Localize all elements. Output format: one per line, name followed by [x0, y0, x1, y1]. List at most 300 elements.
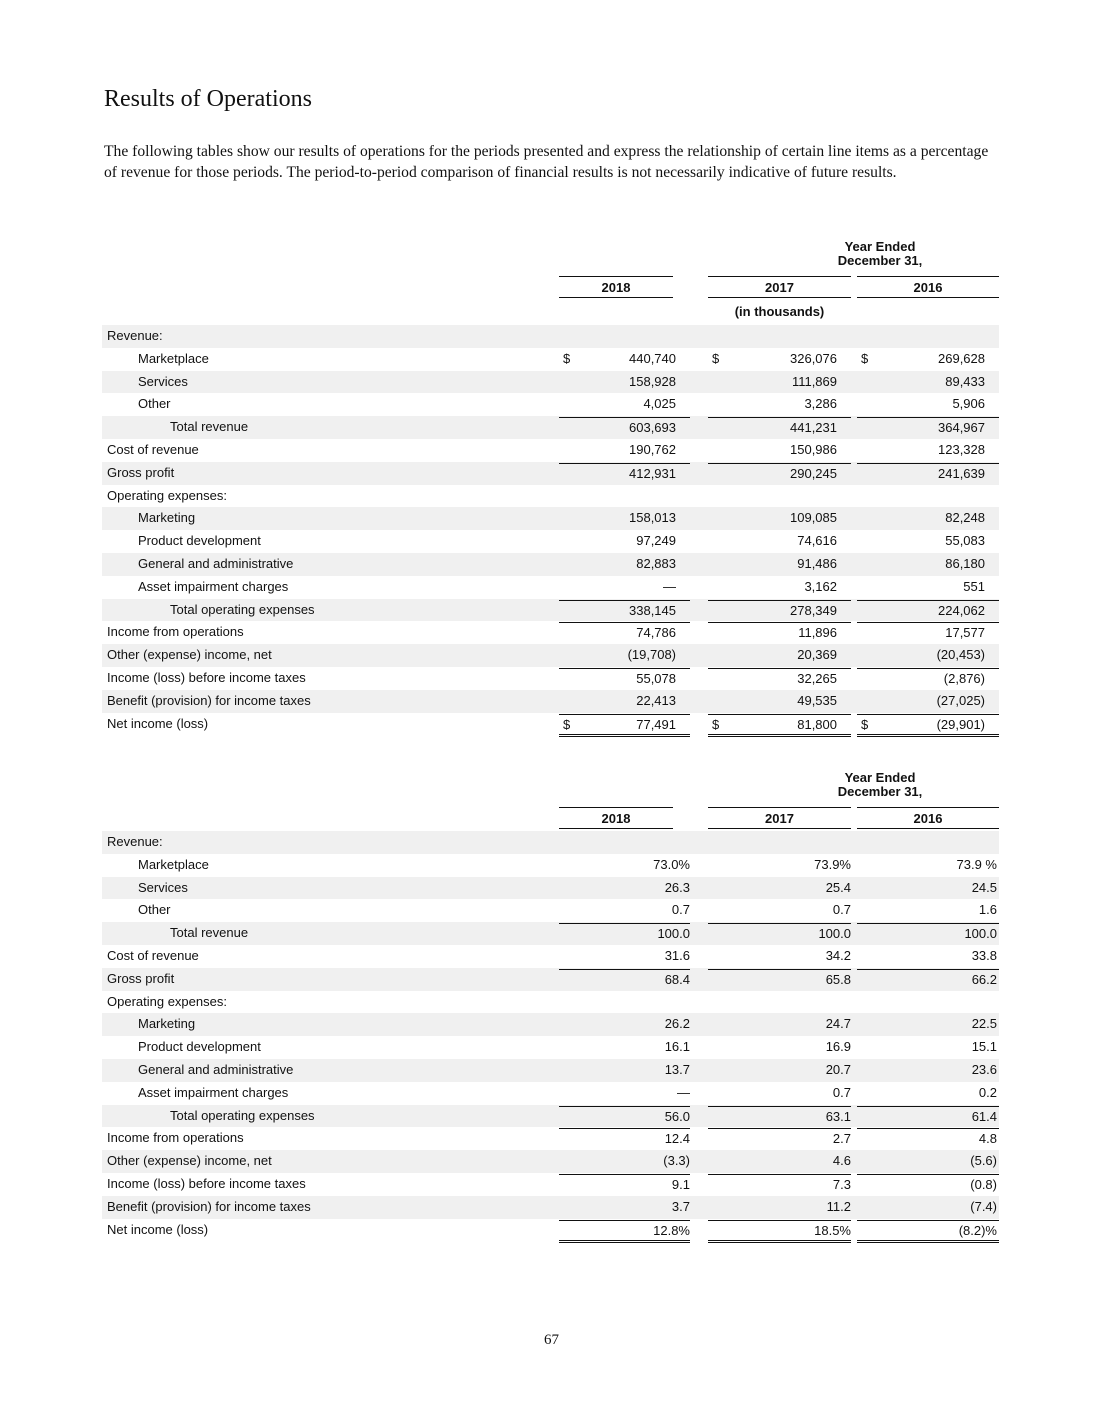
table-row — [102, 877, 999, 900]
value-cell — [559, 832, 690, 852]
cell-value: 190,762 — [629, 441, 676, 457]
value-cell — [559, 1083, 690, 1103]
row-label: Other — [138, 902, 171, 918]
value-cell — [708, 691, 851, 711]
row-label: Marketplace — [138, 350, 209, 366]
results-table-percent — [102, 771, 999, 1241]
period-title — [660, 240, 1100, 268]
value-cell — [559, 645, 690, 665]
cell-value: 22,413 — [636, 692, 676, 708]
cell-value: 100.0 — [657, 926, 690, 942]
table-row — [102, 371, 999, 394]
value-cell — [559, 1037, 690, 1057]
currency-symbol: $ — [563, 350, 571, 366]
cell-value: 2.7 — [832, 1131, 851, 1147]
cell-value: 3,286 — [804, 396, 837, 412]
value-cell — [708, 531, 851, 551]
value-cell — [559, 1128, 690, 1149]
value-cell — [857, 946, 999, 966]
cell-value: 25.4 — [825, 879, 851, 895]
value-cell — [857, 969, 999, 990]
row-label: Income (loss) before income taxes — [107, 1175, 306, 1191]
cell-value: 4.6 — [832, 1153, 851, 1169]
value-cell — [559, 923, 690, 944]
value-cell — [708, 668, 851, 689]
row-label: Marketing — [138, 1016, 196, 1032]
table-row — [102, 1219, 999, 1242]
period-title-line2: December 31, — [837, 253, 923, 268]
intro-paragraph: The following tables show our results of operations for the periods presented and express the relationship of certain line items as a percentage of revenue for those periods. The period-to-period comparison of financial results is not necessarily indicative of future results. — [104, 143, 989, 181]
value-cell — [857, 1060, 999, 1080]
value-cell — [708, 1128, 851, 1149]
value-cell — [857, 923, 999, 944]
cell-value: 15.1 — [971, 1039, 997, 1055]
value-cell — [559, 349, 690, 369]
table-row — [102, 553, 999, 576]
cell-value: 100.0 — [964, 926, 997, 942]
value-cell — [857, 326, 999, 346]
cell-value: 77,491 — [636, 716, 676, 732]
row-label: Asset impairment charges — [138, 1084, 289, 1100]
value-cell — [559, 1014, 690, 1034]
row-label: Total operating expenses — [170, 1107, 315, 1123]
cell-value: 241,639 — [938, 465, 985, 481]
row-label: Income (loss) before income taxes — [107, 669, 306, 685]
value-cell — [708, 714, 851, 737]
value-cell — [559, 486, 690, 506]
value-cell — [708, 900, 851, 920]
row-label: Revenue: — [107, 834, 163, 849]
cell-value: 55,083 — [945, 533, 985, 549]
row-label: Net income (loss) — [107, 1221, 209, 1237]
cell-value: 16.9 — [825, 1039, 851, 1055]
table-row — [102, 1013, 999, 1036]
table-row — [102, 713, 999, 736]
value-cell — [857, 832, 999, 852]
cell-value: 24.7 — [825, 1016, 851, 1032]
table-row — [102, 1059, 999, 1082]
currency-symbol: $ — [563, 716, 571, 732]
cell-value: 86,180 — [945, 555, 985, 571]
table-row — [102, 1127, 999, 1150]
row-label: Operating expenses: — [107, 487, 227, 503]
cell-value: 0.7 — [832, 1084, 851, 1100]
value-cell — [857, 1014, 999, 1034]
value-cell — [857, 1220, 999, 1243]
table-row — [102, 899, 999, 922]
year-header: 2017 — [708, 807, 851, 829]
table-row — [102, 507, 999, 530]
row-label: Operating expenses: — [107, 993, 227, 1009]
cell-value: 74,786 — [636, 625, 676, 641]
table-row — [102, 462, 999, 485]
value-cell — [559, 1197, 690, 1217]
row-label: Other (expense) income, net — [107, 647, 272, 663]
cell-value: (3.3) — [663, 1153, 690, 1169]
value-cell — [857, 440, 999, 460]
table-row — [102, 667, 999, 690]
cell-value: 18.5% — [814, 1222, 851, 1238]
cell-value: 224,062 — [938, 602, 985, 618]
table-row — [102, 1150, 999, 1173]
year-header-row — [102, 276, 999, 300]
cell-value: 551 — [963, 578, 985, 594]
value-cell — [708, 969, 851, 990]
table-row — [102, 393, 999, 416]
row-label: Gross profit — [107, 464, 175, 480]
cell-value: 364,967 — [938, 420, 985, 436]
cell-value: 82,248 — [945, 510, 985, 526]
value-cell — [857, 855, 999, 875]
table-header — [102, 240, 999, 276]
table-row — [102, 644, 999, 667]
value-cell — [559, 326, 690, 346]
year-header: 2018 — [559, 807, 673, 829]
cell-value: 20,369 — [797, 647, 837, 663]
table-row — [102, 621, 999, 644]
value-cell — [857, 1151, 999, 1171]
cell-value: — — [677, 1084, 690, 1100]
value-cell — [708, 1037, 851, 1057]
table-row — [102, 485, 999, 508]
row-label: Product development — [138, 1039, 261, 1055]
cell-value: 68.4 — [664, 971, 690, 987]
value-cell — [708, 554, 851, 574]
value-cell — [559, 1106, 690, 1127]
table-row — [102, 416, 999, 439]
cell-value: 23.6 — [971, 1061, 997, 1077]
value-cell — [857, 622, 999, 643]
cell-value: 1.6 — [978, 902, 997, 918]
cell-value: 4,025 — [643, 396, 676, 412]
cell-value: 3.7 — [671, 1198, 690, 1214]
value-cell — [708, 1014, 851, 1034]
value-cell — [559, 691, 690, 711]
table-row — [102, 1196, 999, 1219]
cell-value: 65.8 — [825, 971, 851, 987]
table-row — [102, 945, 999, 968]
row-label: Services — [138, 373, 188, 389]
cell-value: (8.2)% — [958, 1222, 997, 1238]
value-cell — [708, 508, 851, 528]
value-cell — [708, 417, 851, 438]
row-label: Marketing — [138, 510, 196, 526]
value-cell — [559, 855, 690, 875]
cell-value: 158,013 — [629, 510, 676, 526]
value-cell — [559, 417, 690, 438]
table-row — [102, 831, 999, 854]
units-row — [102, 300, 999, 325]
value-cell — [857, 1174, 999, 1195]
cell-value: 49,535 — [797, 692, 837, 708]
table-row — [102, 599, 999, 622]
value-cell — [708, 394, 851, 414]
value-cell — [857, 714, 999, 737]
value-cell — [559, 372, 690, 392]
cell-value: 55,078 — [636, 670, 676, 686]
cell-value: 97,249 — [636, 533, 676, 549]
value-cell — [708, 1106, 851, 1127]
value-cell — [708, 486, 851, 506]
value-cell — [857, 1106, 999, 1127]
cell-value: 31.6 — [664, 947, 690, 963]
value-cell — [559, 577, 690, 597]
table-row — [102, 576, 999, 599]
cell-value: 34.2 — [825, 947, 851, 963]
value-cell — [559, 946, 690, 966]
value-cell — [857, 372, 999, 392]
table-row — [102, 854, 999, 877]
cell-value: 158,928 — [629, 373, 676, 389]
year-header: 2016 — [857, 807, 999, 829]
value-cell — [708, 600, 851, 621]
cell-value: 73.9% — [814, 856, 851, 872]
row-label: Benefit (provision) for income taxes — [107, 692, 311, 708]
value-cell — [857, 417, 999, 438]
value-cell — [708, 1220, 851, 1243]
row-label: Net income (loss) — [107, 715, 209, 731]
value-cell — [857, 554, 999, 574]
value-cell — [708, 326, 851, 346]
results-table-thousands — [102, 240, 999, 735]
cell-value: 12.8% — [653, 1222, 690, 1238]
table-row — [102, 530, 999, 553]
value-cell — [559, 878, 690, 898]
row-label: General and administrative — [138, 555, 294, 571]
value-cell — [708, 832, 851, 852]
period-title-line1: Year Ended — [844, 770, 916, 785]
cell-value: 111,869 — [791, 373, 837, 389]
cell-value: 33.8 — [971, 947, 997, 963]
value-cell — [708, 463, 851, 484]
cell-value: 12.4 — [664, 1131, 690, 1147]
cell-value: 0.7 — [832, 902, 851, 918]
currency-symbol: $ — [712, 350, 720, 366]
cell-value: 412,931 — [629, 465, 676, 481]
table-row — [102, 991, 999, 1014]
cell-value: 82,883 — [636, 555, 676, 571]
value-cell — [559, 600, 690, 621]
cell-value: 338,145 — [629, 602, 676, 618]
row-label: Income from operations — [107, 624, 244, 640]
table-body — [102, 831, 999, 1241]
cell-value: 63.1 — [825, 1108, 851, 1124]
cell-value: — — [663, 578, 676, 594]
cell-value: 441,231 — [790, 420, 837, 436]
cell-value: 89,433 — [945, 373, 985, 389]
value-cell — [857, 600, 999, 621]
table-row — [102, 1173, 999, 1196]
value-cell — [559, 554, 690, 574]
table-row — [102, 348, 999, 371]
value-cell — [708, 577, 851, 597]
value-cell — [857, 463, 999, 484]
year-header: 2018 — [559, 276, 673, 298]
row-label: Asset impairment charges — [138, 578, 289, 594]
row-label: Income from operations — [107, 1130, 244, 1146]
cell-value: 24.5 — [971, 879, 997, 895]
value-cell — [559, 463, 690, 484]
value-cell — [708, 622, 851, 643]
cell-value: 73.9 % — [956, 856, 997, 872]
value-cell — [857, 878, 999, 898]
value-cell — [559, 622, 690, 643]
units-label: (in thousands) — [734, 304, 825, 319]
period-title-line2: December 31, — [837, 784, 923, 799]
row-label: Other (expense) income, net — [107, 1153, 272, 1169]
cell-value: 5,906 — [952, 396, 985, 412]
value-cell — [857, 1128, 999, 1149]
period-title — [660, 771, 1100, 799]
value-cell — [708, 855, 851, 875]
value-cell — [559, 531, 690, 551]
row-label: Total revenue — [170, 419, 249, 435]
value-cell — [559, 992, 690, 1012]
value-cell — [559, 440, 690, 460]
table-row — [102, 968, 999, 991]
cell-value: 20.7 — [825, 1061, 851, 1077]
value-cell — [708, 946, 851, 966]
cell-value: 7.3 — [832, 1176, 851, 1192]
cell-value: 4.8 — [978, 1131, 997, 1147]
row-label: Cost of revenue — [107, 947, 199, 963]
value-cell — [857, 1083, 999, 1103]
value-cell — [857, 349, 999, 369]
cell-value: (27,025) — [936, 692, 985, 708]
value-cell — [708, 1083, 851, 1103]
value-cell — [559, 1174, 690, 1195]
cell-value: 603,693 — [629, 420, 676, 436]
value-cell — [708, 349, 851, 369]
table-row — [102, 325, 999, 348]
value-cell — [708, 1174, 851, 1195]
table-row — [102, 1036, 999, 1059]
value-cell — [857, 691, 999, 711]
cell-value: 440,740 — [629, 350, 676, 366]
value-cell — [857, 668, 999, 689]
cell-value: 11,896 — [798, 625, 837, 641]
value-cell — [857, 1037, 999, 1057]
cell-value: 61.4 — [971, 1108, 997, 1124]
cell-value: 326,076 — [790, 350, 837, 366]
cell-value: 123,328 — [938, 441, 985, 457]
page-number: 67 — [544, 1332, 559, 1348]
value-cell — [559, 394, 690, 414]
cell-value: 278,349 — [790, 602, 837, 618]
cell-value: (19,708) — [627, 647, 676, 663]
cell-value: 109,085 — [790, 510, 837, 526]
cell-value: 13.7 — [664, 1061, 690, 1077]
cell-value: 269,628 — [938, 350, 985, 366]
currency-symbol: $ — [861, 350, 869, 366]
cell-value: (0.8) — [970, 1176, 997, 1192]
value-cell — [708, 1151, 851, 1171]
value-cell — [708, 878, 851, 898]
value-cell — [857, 531, 999, 551]
cell-value: 26.3 — [664, 879, 690, 895]
row-label: Services — [138, 879, 188, 895]
currency-symbol: $ — [861, 716, 869, 732]
value-cell — [857, 486, 999, 506]
cell-value: 100.0 — [818, 926, 851, 942]
table-body — [102, 325, 999, 735]
cell-value: 9.1 — [671, 1176, 690, 1192]
row-label: Marketplace — [138, 856, 209, 872]
cell-value: (20,453) — [936, 647, 985, 663]
cell-value: 91,486 — [797, 555, 837, 571]
cell-value: 3,162 — [804, 578, 837, 594]
year-header-row — [102, 807, 999, 831]
value-cell — [708, 1060, 851, 1080]
cell-value: 0.2 — [978, 1084, 997, 1100]
row-label: Product development — [138, 533, 261, 549]
value-cell — [559, 1060, 690, 1080]
cell-value: 26.2 — [664, 1016, 690, 1032]
value-cell — [559, 508, 690, 528]
row-label: Total operating expenses — [170, 601, 315, 617]
table-row — [102, 1105, 999, 1128]
value-cell — [559, 969, 690, 990]
table-row — [102, 922, 999, 945]
table-row — [102, 439, 999, 462]
value-cell — [857, 1197, 999, 1217]
value-cell — [708, 440, 851, 460]
cell-value: 16.1 — [664, 1039, 690, 1055]
cell-value: 66.2 — [971, 971, 997, 987]
value-cell — [559, 668, 690, 689]
value-cell — [857, 900, 999, 920]
value-cell — [708, 1197, 851, 1217]
cell-value: 290,245 — [790, 465, 837, 481]
value-cell — [857, 992, 999, 1012]
row-label: Revenue: — [107, 328, 163, 343]
value-cell — [559, 1220, 690, 1243]
cell-value: 11.2 — [826, 1198, 851, 1214]
cell-value: (29,901) — [936, 716, 985, 732]
value-cell — [708, 645, 851, 665]
table-header — [102, 771, 999, 807]
value-cell — [708, 992, 851, 1012]
currency-symbol: $ — [712, 716, 720, 732]
page-title: Results of Operations — [104, 86, 312, 112]
row-label: Other — [138, 396, 171, 412]
cell-value: 56.0 — [664, 1108, 690, 1124]
value-cell — [559, 900, 690, 920]
cell-value: (7.4) — [970, 1198, 997, 1214]
cell-value: 73.0% — [653, 856, 690, 872]
row-label: Total revenue — [170, 925, 249, 941]
cell-value: 0.7 — [671, 902, 690, 918]
cell-value: 81,800 — [797, 716, 837, 732]
value-cell — [857, 577, 999, 597]
value-cell — [708, 372, 851, 392]
row-label: Benefit (provision) for income taxes — [107, 1198, 311, 1214]
table-row — [102, 1082, 999, 1105]
cell-value: 22.5 — [971, 1016, 997, 1032]
cell-value: 17,577 — [945, 625, 985, 641]
row-label: General and administrative — [138, 1061, 294, 1077]
cell-value: 32,265 — [797, 670, 837, 686]
value-cell — [857, 508, 999, 528]
period-title-line1: Year Ended — [844, 239, 916, 254]
value-cell — [857, 645, 999, 665]
table-row — [102, 690, 999, 713]
value-cell — [857, 394, 999, 414]
value-cell — [708, 923, 851, 944]
value-cell — [559, 1151, 690, 1171]
row-label: Gross profit — [107, 970, 175, 986]
cell-value: (2,876) — [943, 670, 985, 686]
